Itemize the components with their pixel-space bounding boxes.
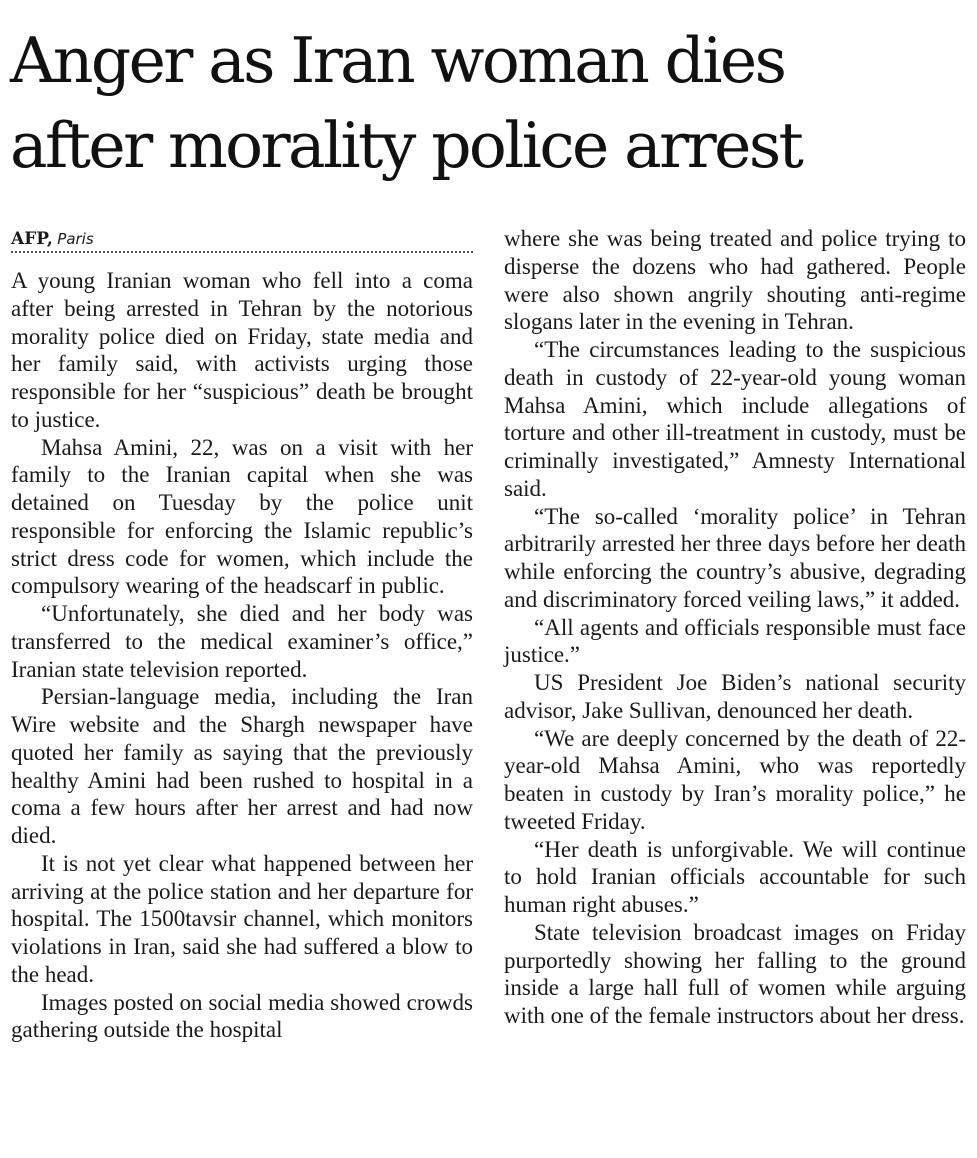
byline-location: Paris: [57, 230, 94, 248]
article-paragraph: Mahsa Amini, 22, was on a visit with her family to the Iranian capital when she was detained on Tuesday by the police unit responsible for enforcing the Islamic republic’s strict dress code for women, which include the compulsory wearing of the headscarf in public.: [11, 434, 473, 599]
headline: [10, 18, 970, 188]
article-paragraph-continued: where she was being treated and police trying to disperse the dozens who had gathered. People were also shown angrily shouting anti-regime slogans later in the evening in Tehran.: [504, 226, 966, 335]
article-column-left: [11, 225, 473, 1044]
article-paragraph: State television broadcast images on Friday purportedly showing her falling to the ground inside a large hall full of women while arguing with one of the female instructors about her dress.: [504, 919, 966, 1028]
article-column-right: [504, 225, 966, 1030]
article-paragraph: Images posted on social media showed crowds gathering outside the hospital: [11, 989, 473, 1043]
article-paragraph: “Her death is unforgivable. We will continue to hold Iranian officials accountable for such human right abuses.”: [504, 836, 966, 917]
article-paragraph: “Unfortunately, she died and her body was transferred to the medical examiner’s office,” Iranian state television reported.: [11, 601, 473, 682]
headline-line-2: after morality police arrest: [10, 109, 802, 182]
article-paragraph: “The so-called ‘morality police’ in Tehran arbitrarily arrested her three days before her death while enforcing the country’s abusive, degrading and discriminatory forced veiling laws,” it added.: [504, 503, 966, 612]
article-paragraph: It is not yet clear what happened between her arriving at the police station and her departure for hospital. The 1500tavsir channel, which monitors violations in Iran, said she had suffered a blow to the head.: [11, 850, 473, 987]
article-paragraph: “We are deeply concerned by the death of 22-year-old Mahsa Amini, who was reportedly beaten in custody by Iran’s morality police,” he tweeted Friday.: [504, 725, 966, 834]
article-paragraph: A young Iranian woman who fell into a coma after being arrested in Tehran by the notorious morality police died on Friday, state media and her family said, with activists urging those responsible for her “suspicious” death be brought to justice.: [11, 268, 473, 432]
article-paragraph: “The circumstances leading to the suspicious death in custody of 22-year-old young woman Mahsa Amini, which include allegations of torture and other ill-treatment in custody, must be criminally investigated,” Amnesty International said.: [504, 337, 966, 501]
byline-agency: AFP,: [11, 229, 53, 249]
article-paragraph: “All agents and officials responsible must face justice.”: [504, 614, 966, 668]
article-paragraph: Persian-language media, including the Iran Wire website and the Shargh newspaper have quoted her family as saying that the previously healthy Amini had been rushed to hospital in a coma a few hours after her arrest and had now died.: [11, 684, 473, 848]
byline: [11, 225, 473, 253]
article-paragraph: US President Joe Biden’s national security advisor, Jake Sullivan, denounced her death.: [504, 670, 966, 723]
headline-line-1: Anger as Iran woman dies: [10, 24, 785, 97]
